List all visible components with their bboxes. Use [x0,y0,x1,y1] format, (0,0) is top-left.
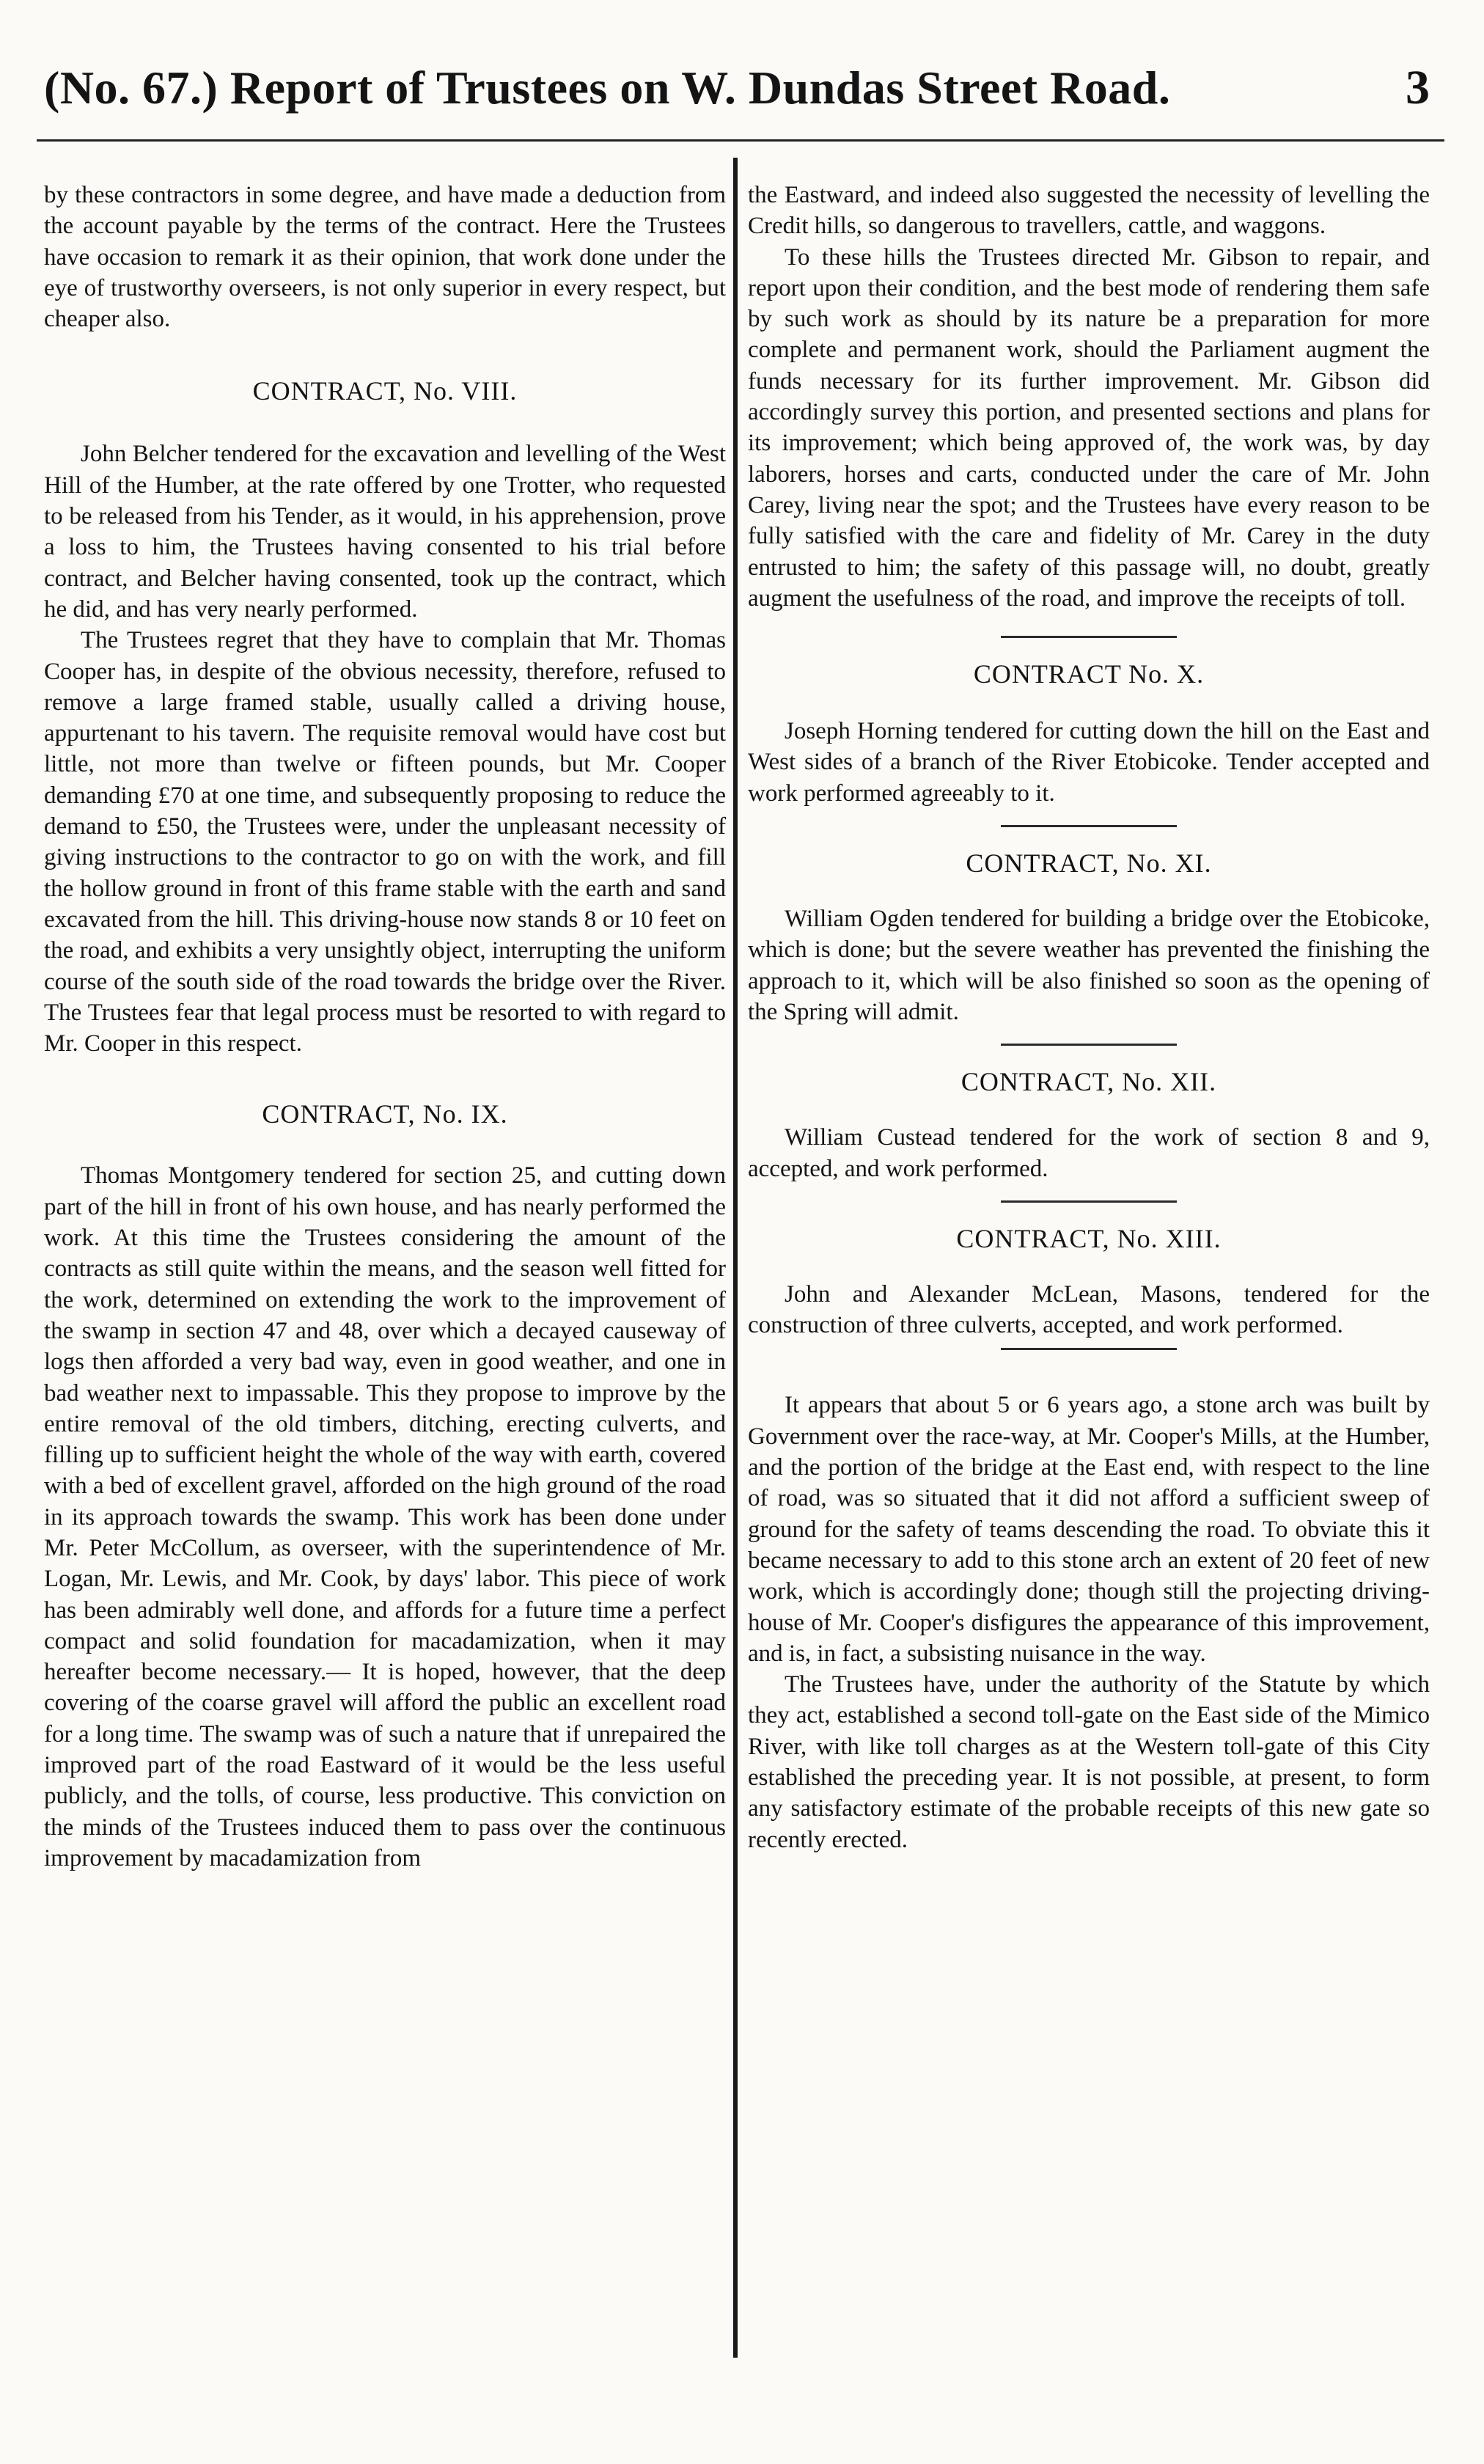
page-number: 3 [1406,61,1430,114]
paragraph: William Ogden tendered for building a bridge over the Etobicoke, which is done; but the severe weather has prevented the finishing the approach to it, which will be also finished so soon as the opening of the Spring will admit. [748,906,1430,1025]
right-column [748,180,1430,1855]
paragraph: John Belcher tendered for the excavation and levelling of the West Hill of the Humber, at the rate offered by one Trotter, who requested to be released from his Tender, as it would, in his apprehension, prove a loss to him, the Trustees having consented to his trial before contract, and Belcher having consented, took up the contract, which he did, and has very nearly performed. [44,441,726,623]
paragraph: The Trustees regret that they have to complain that Mr. Thomas Cooper has, in despite of the obvious necessity, therefore, refused to remove a large framed stable, usually called a driving house, appurtenant to his tavern. The requisite removal would have cost but little, not more than twelve or fifteen pounds, but Mr. Cooper demanding £70 at one time, and subsequently proposing to reduce the demand to £50, the Trustees were, under the unpleasant necessity of giving instructions to the contractor to go on with the work, and fill the hollow ground in front of this frame stable with the earth and sand excavated from the hill. This driving-house now stands 8 or 10 feet on the road, and exhibits a very unsightly object, interrupting the uniform course of the south side of the road towards the bridge over the River. The Trustees fear that legal process must be resorted to with regard to Mr. Cooper in this respect. [44,627,726,1057]
paragraph: Joseph Horning tendered for cutting down the hill on the East and West sides of a branch of the River Etobicoke. Tender accepted and work performed agreeably to it. [748,718,1430,807]
paragraph: To these hills the Trustees directed Mr. Gibson to repair, and report upon their condition, and the best mode of rendering them safe by such work as should by its nature be a preparation for more complete and permanent work, should the Parliament augment the funds necessary for its further improvement. Mr. Gibson did accordingly survey this portion, and presented sections and plans for its improvement; which being approved of, the work was, by day laborers, horses and carts, conducted under the care of Mr. John Carey, living near the spot; and the Trustees have every reason to be fully satisfied with the care and fidelity of Mr. Carey in the duty entrusted to him; the safety of this passage will, no doubt, greatly augment the usefulness of the road, and improve the receipts of toll. [748,243,1430,612]
contract-heading-xiii: CONTRACT, No. XIII. [956,1223,1222,1253]
paragraph: The Trustees have, under the authority of the Statute by which they act, established a second toll-gate on the East side of the Mimico River, with like toll charges as at the Western toll-gate of this City established the preceding year. It is not possible, at present, to form any satisfactory estimate of the probable receipts of this new gate so recently erected. [748,1671,1430,1853]
page-header [44,51,1437,125]
paragraph: by these contractors in some degree, and have made a deduction from the account payable by the terms of the contract. Here the Trustees have occasion to remark it as their opinion, that work done under the eye of trustworthy overseers, is not only superior in every respect, but cheaper also. [44,182,726,333]
paragraph: It appears that about 5 or 6 years ago, a stone arch was built by Government over the race-way, at Mr. Cooper's Mills, at the Humber, and the portion of the bridge at the East end, with respect to the line of road, was so situated that it did not afford a sufficient sweep of ground for the safety of teams descending the road. To obviate this it became necessary to add to this stone arch an extent of 20 feet of new work, which is accordingly done; though still the projecting driving-house of Mr. Cooper's disfigures the appearance of this improvement, and is, in fact, a subsisting nuisance in the way. [748,1392,1430,1667]
contract-heading-x: CONTRACT No. X. [973,659,1205,689]
contract-heading-xii: CONTRACT, No. XII. [960,1067,1217,1097]
left-column [44,180,726,1874]
paragraph: John and Alexander McLean, Masons, tendered for the construction of three culverts, accepted, and work performed. [748,1280,1430,1339]
paragraph: the Eastward, and indeed also suggested the necessity of levelling the Credit hills, so dangerous to travellers, cattle, and waggons. [748,182,1430,240]
contract-heading-xi: CONTRACT, No. XI. [966,848,1212,879]
paragraph: William Custead tendered for the work of section 8 and 9, accepted, and work performed. [748,1124,1430,1182]
header-rule [37,139,1444,142]
paragraph: Thomas Montgomery tendered for section 25, and cutting down part of the hill in front of his own house, and has nearly performed the work. At this time the Trustees considering the amount of the contracts as still quite within the means, and the season well fitted for the work, determined on extending the work to the improvement of the swamp in section 47 and 48, over which a decayed causeway of logs then afforded a very bad way, even in good weather, and one in bad weather next to impassable. This they propose to improve by the entire removal of the old timbers, ditching, erecting culverts, and filling up to sufficient height the whole of the way with earth, covered with a bed of excellent gravel, afforded on the high ground of the road in its approach towards the swamp. This work has been done under Mr. Peter McCollum, as overseer, with the superintendence of Mr. Logan, Mr. Lewis, and Mr. Cook, by days' labor. This piece of work has been admirably well done, and affords for a future time a perfect compact and solid foundation for macadamization, when it may hereafter become necessary.— It is hoped, however, that the deep covering of the coarse gravel will afford the public an excellent road for a long time. The swamp was of such a nature that if unrepaired the improved part of the road Eastward of it would be the less useful publicly, and the tolls, of course, less productive. This conviction on the minds of the Trustees induced them to pass over the continuous improvement by macadamization from [44,1162,726,1871]
contract-heading-viii: CONTRACT, No. VIII. [252,376,518,406]
page-title: (No. 67.) Report of Trustees on W. Dundas Street Road. [44,62,1171,114]
contract-heading-ix: CONTRACT, No. IX. [262,1099,508,1129]
column-divider [733,158,738,2358]
